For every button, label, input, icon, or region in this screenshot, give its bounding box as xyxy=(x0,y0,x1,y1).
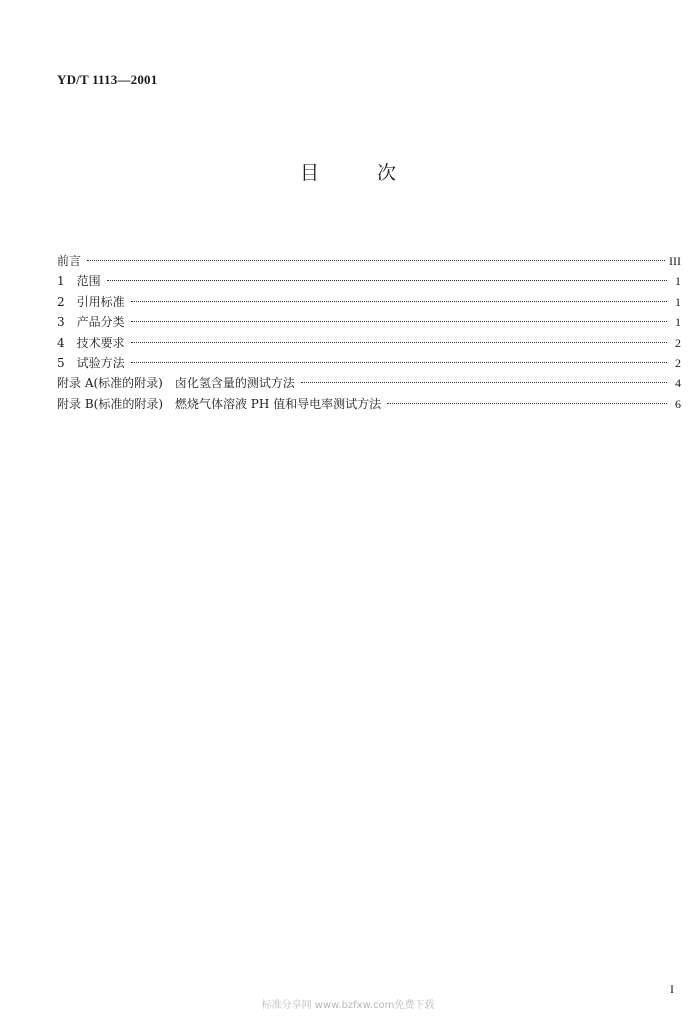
toc-entry-label: 4 技术要求 xyxy=(57,335,125,350)
toc-entry-page: 1 xyxy=(675,274,681,289)
dot-leader xyxy=(387,403,667,404)
toc-entry-scope[interactable] xyxy=(57,271,681,291)
toc-entry-normative-references[interactable] xyxy=(57,292,681,312)
dot-leader xyxy=(107,280,667,281)
toc-entry-page: 6 xyxy=(675,396,681,411)
toc-entry-label: 3 产品分类 xyxy=(57,315,125,330)
toc-entry-page: 1 xyxy=(675,294,681,309)
page-number: I xyxy=(670,982,674,996)
dot-leader xyxy=(301,382,667,383)
toc-entry-page: 1 xyxy=(675,315,681,330)
toc-entry-page: 4 xyxy=(675,376,681,391)
title-char-left: 目 xyxy=(299,162,319,184)
toc-entry-test-methods[interactable] xyxy=(57,353,681,373)
toc-entry-label: 1 范围 xyxy=(57,274,101,289)
toc-entry-label: 5 试验方法 xyxy=(57,355,125,370)
dot-leader xyxy=(87,260,665,261)
dot-leader xyxy=(131,321,667,322)
toc-entry-label: 2 引用标准 xyxy=(57,294,125,309)
toc-entry-technical-requirements[interactable] xyxy=(57,333,681,353)
toc-entry-appendix-b[interactable] xyxy=(57,394,681,414)
toc-entry-appendix-a[interactable] xyxy=(57,373,681,393)
title-char-right: 次 xyxy=(377,162,397,184)
table-of-contents xyxy=(57,251,681,414)
toc-entry-label: 前言 xyxy=(57,254,82,268)
standard-code: YD/T 1113—2001 xyxy=(57,72,158,87)
toc-entry-product-classification[interactable] xyxy=(57,312,681,332)
watermark: 标准分享网 www.bzfxw.com免费下载 xyxy=(261,1000,435,1011)
dot-leader xyxy=(131,342,667,343)
page-title xyxy=(0,158,696,185)
toc-entry-foreword[interactable] xyxy=(57,251,681,271)
toc-entry-page: 2 xyxy=(675,335,681,350)
toc-entry-page: 2 xyxy=(675,355,681,370)
dot-leader xyxy=(131,362,667,363)
dot-leader xyxy=(131,301,667,302)
toc-entry-page: III xyxy=(669,254,681,268)
toc-entry-label: 附录 B(标准的附录) 燃烧气体溶液 PH 值和导电率测试方法 xyxy=(57,396,382,411)
toc-entry-label: 附录 A(标准的附录) 卤化氢含量的测试方法 xyxy=(57,376,295,391)
